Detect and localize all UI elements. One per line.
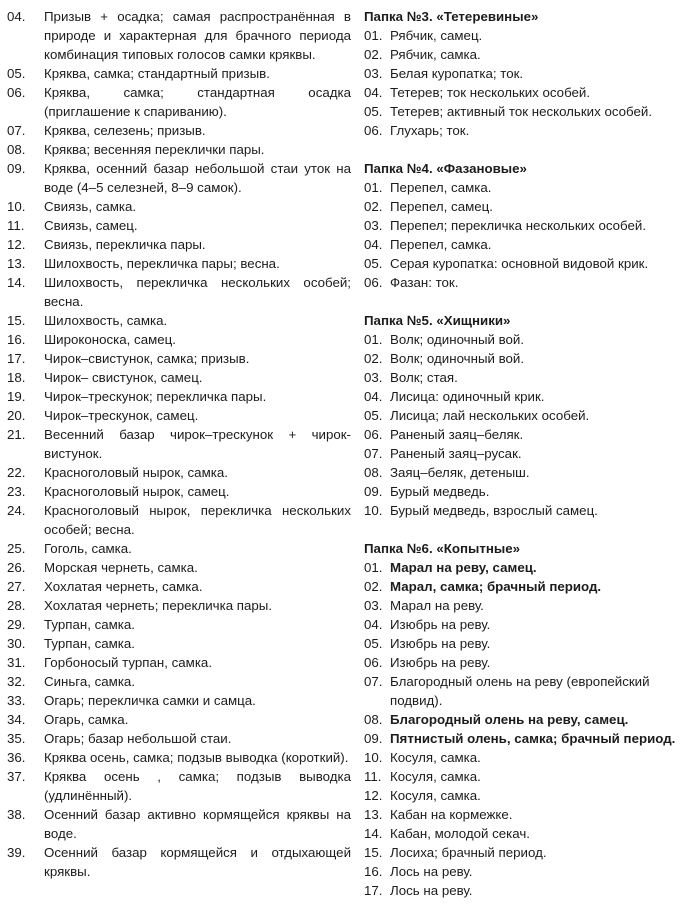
item-number: 03.	[364, 598, 383, 613]
list-item	[7, 634, 351, 653]
item-text: Волк; стая.	[390, 370, 458, 385]
item-number: 03.	[364, 370, 383, 385]
item-text: Косуля, самка.	[390, 769, 481, 784]
list-item	[7, 349, 351, 368]
list-item	[7, 330, 351, 349]
list-item	[7, 311, 351, 330]
item-number: 20.	[7, 408, 26, 423]
item-number: 38.	[7, 807, 26, 822]
list-item	[7, 729, 351, 748]
item-text: Благородный олень на реву (европейский подвид).	[390, 674, 650, 708]
list-item	[364, 102, 678, 121]
item-text: Благородный олень на реву, самец.	[390, 712, 629, 727]
list-item	[364, 235, 678, 254]
item-text: Фазан: ток.	[390, 275, 459, 290]
item-text: Турпан, самка.	[44, 617, 135, 632]
list-item	[364, 805, 678, 824]
item-number: 13.	[364, 807, 383, 822]
list-item	[364, 368, 678, 387]
list-item	[7, 653, 351, 672]
item-text: Кабан, молодой секач.	[390, 826, 530, 841]
item-text: Волк; одиночный вой.	[390, 351, 525, 366]
item-text: Тетерев; активный ток нескольких особей.	[390, 104, 653, 119]
item-text: Перепел; перекличка нескольких особей.	[390, 218, 647, 233]
list-item	[364, 254, 678, 273]
list-item	[7, 558, 351, 577]
item-number: 35.	[7, 731, 26, 746]
list-item	[7, 273, 351, 311]
item-text: Лось на реву.	[390, 864, 473, 879]
item-number: 17.	[364, 883, 383, 898]
list-item	[364, 748, 678, 767]
item-number: 06.	[364, 427, 383, 442]
list-item	[364, 786, 678, 805]
section-spacer	[364, 520, 678, 539]
item-number: 19.	[7, 389, 26, 404]
list-item	[7, 387, 351, 406]
item-number: 21.	[7, 427, 26, 442]
item-text: Шилохвость, перекличка нескольких особей; весна.	[44, 275, 351, 309]
item-text: Призыв + осадка; самая распространённая в природе и характерная для брачного периода комбинация типовых голосов самки кряквы.	[44, 9, 351, 62]
item-number: 01.	[364, 180, 383, 195]
list-item	[7, 463, 351, 482]
item-text: Перепел, самка.	[390, 180, 492, 195]
item-number: 18.	[7, 370, 26, 385]
right-column	[364, 7, 678, 900]
item-number: 14.	[7, 275, 26, 290]
item-text: Кряква, самка; стандартная осадка (приглашение к спариванию).	[44, 85, 351, 119]
item-text: Кабан на кормежке.	[390, 807, 513, 822]
list-item	[364, 862, 678, 881]
list-item	[7, 748, 351, 767]
item-number: 02.	[364, 199, 383, 214]
list-item	[7, 64, 351, 83]
item-number: 05.	[7, 66, 26, 81]
list-item	[7, 197, 351, 216]
list-item	[364, 178, 678, 197]
item-number: 01.	[364, 560, 383, 575]
item-text: Перепел, самка.	[390, 237, 492, 252]
item-text: Марал, самка; брачный период.	[390, 579, 602, 594]
item-text: Широконоска, самец.	[44, 332, 176, 347]
list-item	[364, 197, 678, 216]
item-number: 16.	[7, 332, 26, 347]
list-item	[364, 273, 678, 292]
list-item	[364, 83, 678, 102]
item-number: 27.	[7, 579, 26, 594]
item-number: 13.	[7, 256, 26, 271]
list-item	[7, 501, 351, 539]
item-number: 31.	[7, 655, 26, 670]
item-text: Кряква осень , самка; подзыв выводка (удлинённый).	[44, 769, 351, 803]
list-item	[364, 596, 678, 615]
item-text: Кряква; весенняя переклички пары.	[44, 142, 265, 157]
item-number: 23.	[7, 484, 26, 499]
item-text: Лисица: одиночный крик.	[390, 389, 545, 404]
item-text: Глухарь; ток.	[390, 123, 470, 138]
list-item	[364, 425, 678, 444]
item-number: 26.	[7, 560, 26, 575]
item-text: Тетерев; ток нескольких особей.	[390, 85, 591, 100]
item-text: Шилохвость, самка.	[44, 313, 168, 328]
list-item	[364, 406, 678, 425]
item-number: 33.	[7, 693, 26, 708]
left-column	[7, 7, 351, 881]
list-item	[7, 216, 351, 235]
item-number: 08.	[364, 712, 383, 727]
item-number: 01.	[364, 28, 383, 43]
item-number: 07.	[7, 123, 26, 138]
item-number: 17.	[7, 351, 26, 366]
item-text: Чирок–трескунок, самец.	[44, 408, 199, 423]
item-number: 12.	[7, 237, 26, 252]
list-item	[364, 767, 678, 786]
list-item	[7, 577, 351, 596]
item-text: Косуля, самка.	[390, 750, 481, 765]
list-item	[7, 691, 351, 710]
item-text: Горбоносый турпан, самка.	[44, 655, 213, 670]
list-item	[364, 634, 678, 653]
list-item	[364, 843, 678, 862]
item-number: 16.	[364, 864, 383, 879]
item-text: Хохлатая чернеть, самка.	[44, 579, 203, 594]
item-number: 02.	[364, 351, 383, 366]
section-spacer	[364, 292, 678, 311]
item-number: 39.	[7, 845, 26, 860]
item-text: Лосиха; брачный период.	[390, 845, 547, 860]
list-item	[364, 672, 678, 710]
item-number: 12.	[364, 788, 383, 803]
list-item	[364, 653, 678, 672]
item-number: 30.	[7, 636, 26, 651]
list-item	[364, 444, 678, 463]
item-text: Раненый заяц–русак.	[390, 446, 522, 461]
item-text: Чирок– свистунок, самец.	[44, 370, 203, 385]
item-number: 15.	[364, 845, 383, 860]
item-text: Изюбрь на реву.	[390, 617, 491, 632]
list-item	[7, 235, 351, 254]
item-text: Кряква, самка; стандартный призыв.	[44, 66, 270, 81]
list-item	[364, 881, 678, 900]
item-number: 07.	[364, 446, 383, 461]
item-number: 05.	[364, 104, 383, 119]
item-text: Серая куропатка: основной видовой крик.	[390, 256, 649, 271]
item-number: 04.	[364, 389, 383, 404]
item-text: Огарь; перекличка самки и самца.	[44, 693, 256, 708]
item-number: 29.	[7, 617, 26, 632]
list-item	[7, 425, 351, 463]
item-text: Красноголовый нырок, самец.	[44, 484, 230, 499]
item-text: Огарь, самка.	[44, 712, 129, 727]
item-text: Синьга, самка.	[44, 674, 136, 689]
item-text: Шилохвость, перекличка пары; весна.	[44, 256, 280, 271]
item-number: 05.	[364, 636, 383, 651]
item-number: 04.	[364, 237, 383, 252]
item-text: Лось на реву.	[390, 883, 473, 898]
section-spacer	[364, 140, 678, 159]
list-item	[364, 482, 678, 501]
list-item	[7, 615, 351, 634]
list-item	[7, 406, 351, 425]
item-number: 24.	[7, 503, 26, 518]
item-number: 07.	[364, 674, 383, 689]
item-number: 04.	[364, 85, 383, 100]
item-text: Хохлатая чернеть; перекличка пары.	[44, 598, 273, 613]
item-text: Бурый медведь, взрослый самец.	[390, 503, 598, 518]
item-text: Морская чернеть, самка.	[44, 560, 198, 575]
list-item	[364, 349, 678, 368]
list-item	[7, 140, 351, 159]
list-item	[7, 767, 351, 805]
list-item	[364, 577, 678, 596]
list-item	[364, 729, 678, 748]
item-number: 09.	[364, 484, 383, 499]
item-text: Свиязь, самец.	[44, 218, 138, 233]
list-item	[7, 843, 351, 881]
item-number: 05.	[364, 408, 383, 423]
list-item	[364, 824, 678, 843]
list-item	[7, 710, 351, 729]
item-number: 06.	[364, 655, 383, 670]
item-number: 04.	[7, 9, 26, 24]
list-item	[364, 121, 678, 140]
list-item	[364, 463, 678, 482]
item-number: 37.	[7, 769, 26, 784]
list-item	[364, 26, 678, 45]
item-number: 03.	[364, 218, 383, 233]
item-text: Пятнистый олень, самка; брачный период.	[390, 731, 676, 746]
item-number: 04.	[364, 617, 383, 632]
list-item	[364, 710, 678, 729]
item-text: Белая куропатка; ток.	[390, 66, 524, 81]
item-text: Красноголовый нырок, самка.	[44, 465, 228, 480]
item-number: 08.	[7, 142, 26, 157]
folder-heading: Папка №6. «Копытные»	[364, 541, 521, 556]
item-number: 14.	[364, 826, 383, 841]
item-text: Свиязь, перекличка пары.	[44, 237, 206, 252]
list-item	[7, 482, 351, 501]
item-number: 28.	[7, 598, 26, 613]
item-text: Перепел, самец.	[390, 199, 493, 214]
list-item	[364, 64, 678, 83]
item-number: 32.	[7, 674, 26, 689]
item-text: Марал на реву, самец.	[390, 560, 537, 575]
item-number: 10.	[7, 199, 26, 214]
item-number: 11.	[7, 218, 25, 233]
list-item	[7, 7, 351, 64]
list-item	[364, 387, 678, 406]
list-item	[7, 368, 351, 387]
item-text: Раненый заяц–беляк.	[390, 427, 524, 442]
item-text: Чирок–свистунок, самка; призыв.	[44, 351, 250, 366]
folder-heading: Папка №3. «Тетеревиные»	[364, 9, 539, 24]
list-item	[7, 596, 351, 615]
item-number: 05.	[364, 256, 383, 271]
list-item	[364, 501, 678, 520]
item-number: 11.	[364, 769, 382, 784]
item-number: 34.	[7, 712, 26, 727]
item-number: 36.	[7, 750, 26, 765]
list-item	[364, 558, 678, 577]
list-item	[364, 330, 678, 349]
item-number: 10.	[364, 750, 383, 765]
item-text: Марал на реву.	[390, 598, 484, 613]
item-text: Красноголовый нырок, перекличка нескольких особей; весна.	[44, 503, 351, 537]
item-number: 08.	[364, 465, 383, 480]
item-text: Чирок–трескунок; перекличка пары.	[44, 389, 267, 404]
item-number: 10.	[364, 503, 383, 518]
item-number: 03.	[364, 66, 383, 81]
item-text: Турпан, самка.	[44, 636, 135, 651]
item-text: Рябчик, самка.	[390, 47, 481, 62]
list-item	[7, 83, 351, 121]
item-text: Кряква осень, самка; подзыв выводка (короткий).	[44, 750, 349, 765]
list-item	[7, 539, 351, 558]
item-number: 25.	[7, 541, 26, 556]
item-text: Гоголь, самка.	[44, 541, 132, 556]
list-item	[7, 159, 351, 197]
item-number: 09.	[364, 731, 383, 746]
item-number: 06.	[7, 85, 26, 100]
item-text: Осенний базар кормящейся и отдыхающей кряквы.	[44, 845, 351, 879]
item-number: 06.	[364, 123, 383, 138]
item-text: Лисица; лай нескольких особей.	[390, 408, 590, 423]
item-number: 22.	[7, 465, 26, 480]
item-text: Заяц–беляк, детеныш.	[390, 465, 530, 480]
folder-heading: Папка №4. «Фазановые»	[364, 161, 527, 176]
item-text: Косуля, самка.	[390, 788, 481, 803]
list-item	[364, 216, 678, 235]
item-text: Бурый медведь.	[390, 484, 490, 499]
item-number: 06.	[364, 275, 383, 290]
item-text: Рябчик, самец.	[390, 28, 483, 43]
item-text: Кряква, осенний базар небольшой стаи уток на воде (4–5 селезней, 8–9 самок).	[44, 161, 351, 195]
item-text: Изюбрь на реву.	[390, 636, 491, 651]
list-item	[364, 45, 678, 64]
list-item	[7, 121, 351, 140]
item-text: Волк; одиночный вой.	[390, 332, 525, 347]
item-number: 02.	[364, 579, 383, 594]
list-item	[7, 254, 351, 273]
item-text: Весенний базар чирок–трескунок + чирок-вистунок.	[44, 427, 351, 461]
item-number: 01.	[364, 332, 383, 347]
item-number: 09.	[7, 161, 26, 176]
folder-heading: Папка №5. «Хищники»	[364, 313, 511, 328]
list-item	[7, 672, 351, 691]
item-text: Изюбрь на реву.	[390, 655, 491, 670]
item-text: Кряква, селезень; призыв.	[44, 123, 206, 138]
item-text: Свиязь, самка.	[44, 199, 137, 214]
item-text: Осенний базар активно кормящейся кряквы на воде.	[44, 807, 351, 841]
list-item	[364, 615, 678, 634]
item-text: Огарь; базар небольшой стаи.	[44, 731, 232, 746]
list-item	[7, 805, 351, 843]
item-number: 15.	[7, 313, 26, 328]
item-number: 02.	[364, 47, 383, 62]
